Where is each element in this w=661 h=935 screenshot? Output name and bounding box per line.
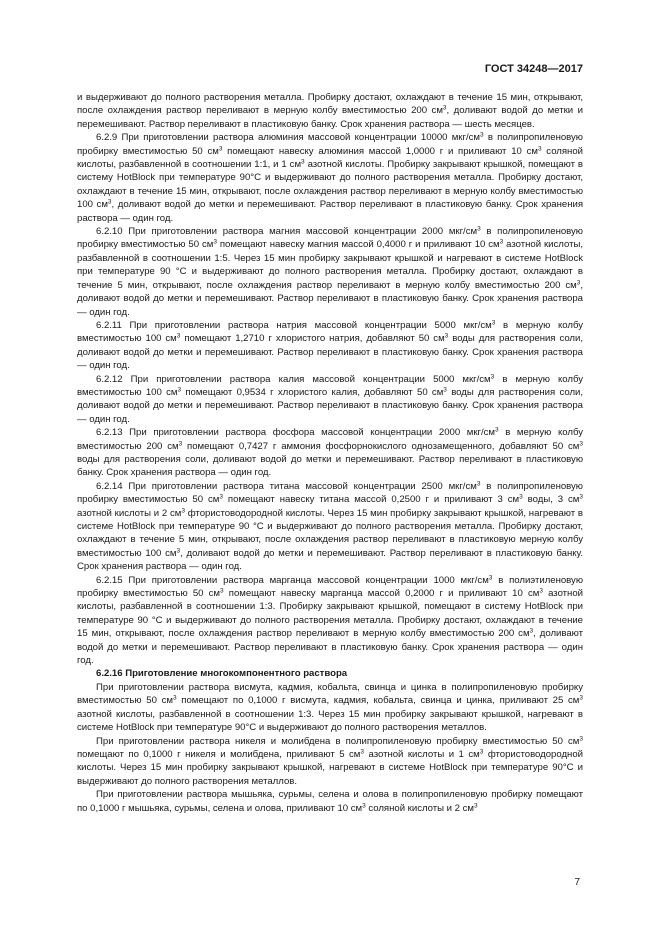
paragraph-6-2-13-phosphorus: 6.2.13 При приготовлении раствора фосфора массовой концентрации 2000 мкг/$см^3$ в мерную колбу вместимостью 200 $см^3$ помещают 0,7427 г аммония фосфорнокислого однозамещенного, добавляют 50 $см^3$ воды для растворения соли, доливают водой до метки и перемешивают. Раствор переливают в пластиковую банку. Срок хранения раствора — один год. [77, 426, 583, 479]
section-heading-6-2-16: 6.2.16 Приготовление многокомпонентного раствора [96, 668, 348, 680]
paragraph-continuation: и выдерживают до полного растворения металла. Пробирку достают, охлаждают в течение 15 мин, открывают, после охлаждения раствор переливают в мерную колбу вместимостью 200 $см^3$, доливают водой до метки и перемешивают. Раствор переливают в пластиковую банку. Срок хранения раствора — шесть месяцев. [77, 92, 583, 130]
paragraph-6-2-14-titanium: 6.2.14 При приготовлении раствора титана массовой концентрации 2500 мкг/$см^3$ в полипропиленовую пробирку вместимостью 50 $см^3$ помещают навеску титана массой 0,2500 г и приливают 3 $см^3$ воды, 3 $см^3$ азотной кислоты и 2 $см^3$ фтористоводородной кислоты. Через 15 мин пробирку закрывают крышкой, нагревают в системе HotBlock при температуре 90 °C и выдерживают до полного растворения металла. Пробирку достают, охлаждают в течение 5 мин, открывают, после охлаждения раствор переливают в пластиковую мерную колбу вместимостью 100 $см^3$, доливают водой до метки и перемешивают. Раствор переливают в пластиковую банку. Срок хранения раствора — один год. [77, 480, 583, 573]
document-body [77, 91, 583, 815]
paragraph-as-sb-se-sn: При приготовлении раствора мышьяка, сурьмы, селена и олова в полипропиленовую пробирку помещают по 0,1000 г мышьяка, сурьмы, селена и олова, приливают 10 $см^3$ соляной кислоты и 2 $см^3$ [77, 789, 583, 814]
paragraph-bi-cd-co-pb-zn: При приготовлении раствора висмута, кадмия, кобальта, свинца и цинка в полипропиленовую пробирку вместимостью 50 $см^3$ помещают по 0,1000 г висмута, кадмия, кобальта, свинца и цинка, приливают 25 $см^3$ азотной кислоты, разбавленной в соотношении 1:3. Через 15 мин пробирку закрывают крышкой, нагревают в системе HotBlock при температуре 90°C и выдерживают до полного растворения металлов. [77, 681, 583, 734]
paragraph-6-2-11-sodium: 6.2.11 При приготовлении раствора натрия массовой концентрации 5000 мкг/$см^3$ в мерную колбу вместимостью 100 $см^3$ помещают 1,2710 г хлористого натрия, добавляют 50 $см^3$ воды для растворения соли, доливают водой до метки и перемешивают. Раствор переливают в пластиковую банку. Срок хранения раствора — один год. [77, 319, 583, 372]
paragraph-6-2-9-aluminium: 6.2.9 При приготовлении раствора алюминия массовой концентрации 10000 мкг/$см^3$ в полипропиленовую пробирку вместимостью 50 $см^3$ помещают навеску алюминия массой 1,0000 г и приливают 10 $см^3$ соляной кислоты, разбавленной в соотношении 1:1, и 1 $см^3$ азотной кислоты. Пробирку закрывают крышкой, помещают в систему HotBlock при температуре 90°C и выдерживают до полного растворения металла. Пробирку достают, охлаждают в течение 15 мин, открывают, после охлаждения раствор переливают в мерную колбу вместимостью 100 $см^3$, доливают водой до метки и перемешивают. Раствор переливают в пластиковую банку. Срок хранения раствора — один год. [77, 131, 583, 224]
paragraph-ni-mo: При приготовлении раствора никеля и молибдена в полипропиленовую пробирку вместимостью 50 $см^3$ помещают по 0,1000 г никеля и молибдена, приливают 5 $см^3$ азотной кислоты и 1 $см^3$ фтористоводородной кислоты. Через 15 мин пробирку закрывают крышкой, нагревают в системе HotBlock при температуре 90°C и выдерживают до полного растворения металлов. [77, 735, 583, 787]
document-code-header: ГОСТ 34248—2017 [484, 63, 583, 75]
paragraph-6-2-12-potassium: 6.2.12 При приготовлении раствора калия массовой концентрации 5000 мкг/$см^3$ в мерную колбу вместимостью 100 $см^3$ помещают 0,9534 г хлористого калия, добавляют 50 $см^3$ воды для растворения соли, доливают водой до метки и перемешивают. Раствор переливают в пластиковую банку. Срок хранения раствора — один год. [77, 373, 584, 425]
page-number: 7 [574, 877, 580, 888]
paragraph-6-2-10-magnesium: 6.2.10 При приготовлении раствора магния массовой концентрации 2000 мкг/$см^3$ в полипропиленовую пробирку вместимостью 50 $см^3$ помещают навеску магния массой 0,4000 г и приливают 10 $см^3$ азотной кислоты, разбавленной в соотношении 1:5. Через 15 мин пробирку закрывают крышкой и нагревают в системе HotBlock при температуре 90 °C и выдерживают до полного растворения металла. Пробирку достают, охлаждают в течение 5 мин, открывают, после охлаждения раствор переливают в мерную колбу вместимостью 200 $см^3$, доливают водой до метки и перемешивают. Раствор переливают в пластиковую банку. Срок хранения раствора — один год. [77, 225, 583, 318]
paragraph-6-2-15-manganese: 6.2.15 При приготовлении раствора марганца массовой концентрации 1000 мкг/$см^3$ в полиэтиленовую пробирку вместимостью 50 $см^3$ помещают навеску марганца массой 0,2000 г и приливают 10 $см^3$ азотной кислоты, разбавленной в соотношении 1:3. Пробирку закрывают крышкой, помещают в систему HotBlock при температуре 90 °C и выдерживают до полного растворения металла. Пробирку достают, охлаждают в течение 15 мин, открывают, после охлаждения раствор переливают в мерную колбу вместимостью 200 $см^3$, доливают водой до метки и перемешивают. Раствор переливают в пластиковую банку. Срок хранения раствора — один год. [77, 574, 584, 667]
